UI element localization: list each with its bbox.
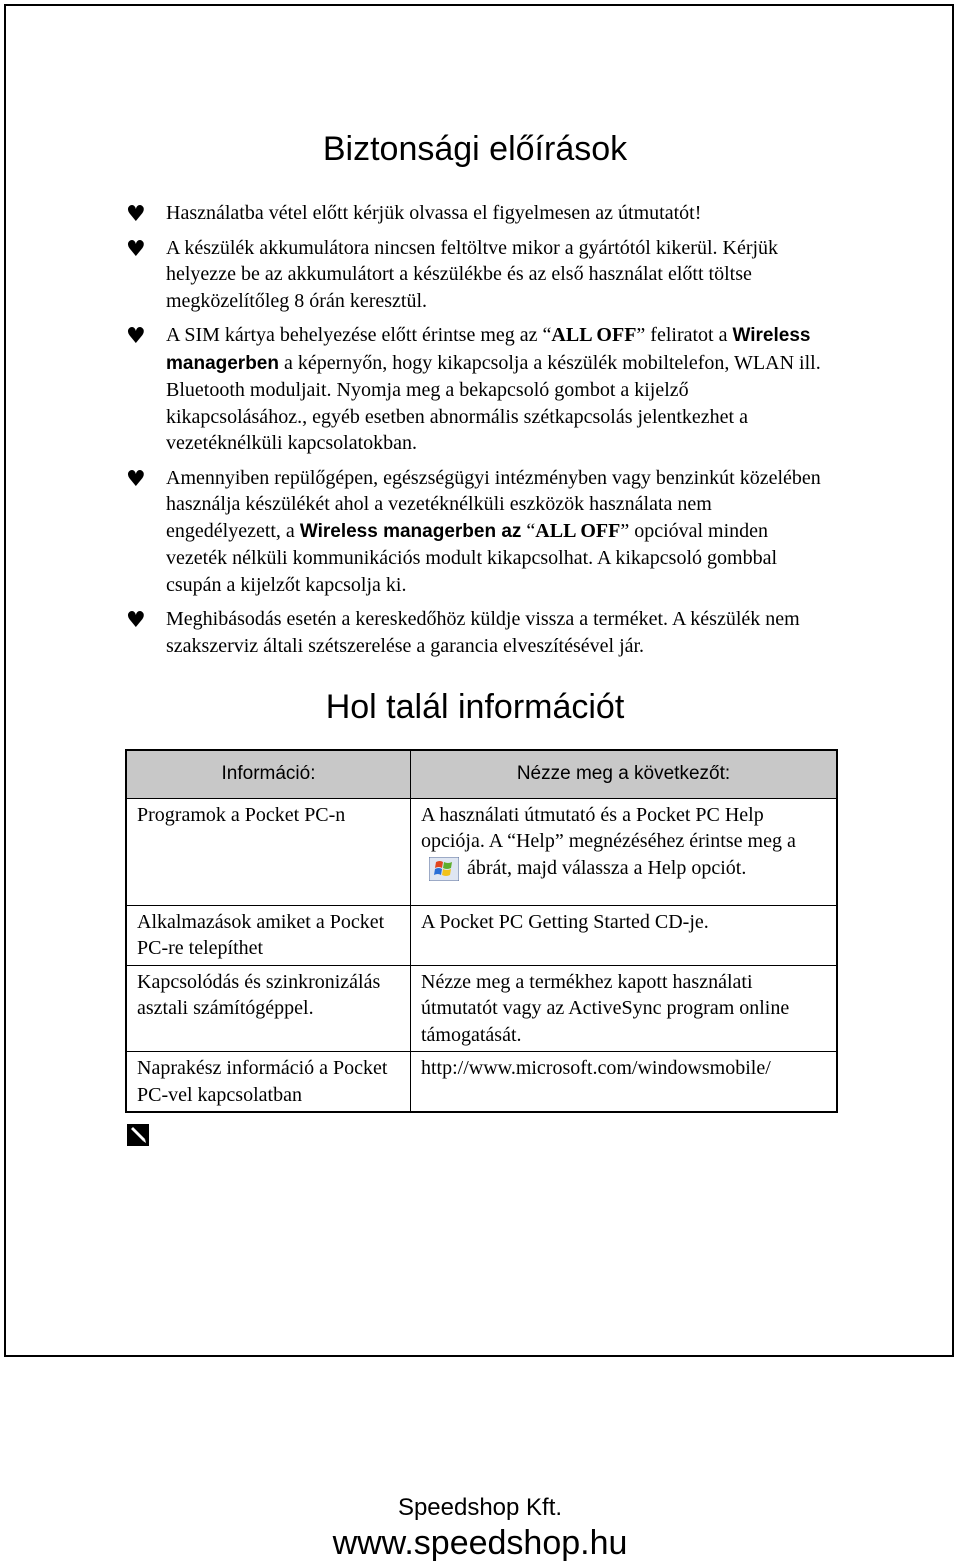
table-cell-see bbox=[411, 798, 838, 905]
section-title-info: Hol talál információt bbox=[325, 688, 625, 726]
info-table bbox=[125, 749, 838, 1113]
table-cell-info: Naprakész információ a Pocket PC-vel kapcsolatban bbox=[126, 1052, 411, 1113]
table-row bbox=[126, 905, 837, 965]
table-header-see: Nézze meg a következőt: bbox=[411, 750, 838, 798]
note-pencil-icon bbox=[127, 1124, 149, 1146]
heart-bullet-icon: ♥ bbox=[126, 202, 146, 227]
table-row bbox=[126, 798, 837, 905]
list-item-text: Használatba vétel előtt kérjük olvassa el figyelmesen az útmutatót! bbox=[166, 202, 702, 224]
list-item-text-mid: ” feliratot a bbox=[636, 324, 733, 346]
list-item bbox=[126, 322, 826, 457]
table-header-row bbox=[126, 750, 837, 798]
windows-start-icon bbox=[429, 857, 459, 881]
table-cell-info: Programok a Pocket PC-n bbox=[126, 798, 411, 905]
table-cell-see: A Pocket PC Getting Started CD-je. bbox=[411, 905, 838, 965]
list-item bbox=[126, 465, 826, 599]
section-title-safety: Biztonsági előírások bbox=[322, 130, 628, 168]
list-item bbox=[126, 235, 826, 315]
list-item-text: Meghibásodás esetén a kereskedőhöz küldje vissza a terméket. A készülék nem szakszerviz általi szétszerelése a garancia elveszítésével jár. bbox=[166, 608, 800, 657]
table-cell-see: http://www.microsoft.com/windowsmobile/ bbox=[411, 1052, 838, 1113]
list-item bbox=[126, 606, 826, 659]
list-item-text-post: a képernyőn, hogy kikapcsolja a készülék mobiltelefon, WLAN ill. Bluetooth moduljait. Nyomja meg a bekapcsoló gombot a kijelző kikapcsolásához., egyéb esetben abnormális szétkapcsolás jelentkezhet a vezetéknélküli kapcsolatokban. bbox=[166, 351, 821, 454]
list-item-text-pre: A SIM kártya behelyezése előtt érintse meg az “ bbox=[166, 324, 552, 346]
wireless-manager-label: Wireless managerben bbox=[166, 325, 811, 374]
list-item-text-mid: “ bbox=[521, 519, 536, 542]
wireless-manager-label: Wireless managerben az bbox=[299, 520, 522, 542]
footer-url: www.speedshop.hu bbox=[332, 1524, 628, 1562]
table-row bbox=[126, 965, 837, 1052]
table-cell-info: Kapcsolódás és szinkronizálás asztali számítógéppel. bbox=[126, 965, 411, 1052]
list-item-text-pre: Amennyiben repülőgépen, egészségügyi intézményben vagy benzinkút közelében használja készülékét ahol a vezetéknélküli eszközök használata nem engedélyezett, a bbox=[166, 466, 821, 542]
list-item-text: A készülék akkumulátora nincsen feltöltve mikor a gyártótól kikerül. Kérjük helyezze be az akkumulátort a készülékbe és az első használat előtt töltse megközelítőleg 8 órán keresztül. bbox=[166, 236, 779, 312]
heart-bullet-icon: ♥ bbox=[126, 236, 146, 262]
heart-bullet-icon: ♥ bbox=[126, 466, 146, 492]
all-off-label: ALL OFF bbox=[535, 519, 621, 542]
list-item-text-post: ” opcióval minden vezeték nélküli kommunikációs modult kikapcsolhat. A kikapcsoló gombbal csupán a kijelzőt kapcsolja ki. bbox=[166, 519, 778, 596]
table-cell-see: Nézze meg a termékhez kapott használati útmutatót vagy az ActiveSync program online támogatását. bbox=[411, 965, 838, 1052]
table-cell-info: Alkalmazások amiket a Pocket PC-re telepíthet bbox=[126, 905, 411, 965]
table-cell-see-post: ábrát, majd válassza a Help opciót. bbox=[467, 856, 747, 879]
heart-bullet-icon: ♥ bbox=[126, 324, 146, 349]
table-row bbox=[126, 1052, 837, 1113]
all-off-label: ALL OFF bbox=[551, 324, 637, 346]
list-item bbox=[126, 200, 826, 227]
safety-list bbox=[126, 200, 826, 667]
heart-bullet-icon: ♥ bbox=[126, 608, 146, 633]
table-header-info: Információ: bbox=[126, 750, 411, 798]
table-cell-see-pre: A használati útmutató és a Pocket PC Help opciója. A “Help” megnézéséhez érintse meg a bbox=[421, 803, 796, 852]
footer-company: Speedshop Kft. bbox=[397, 1494, 563, 1521]
